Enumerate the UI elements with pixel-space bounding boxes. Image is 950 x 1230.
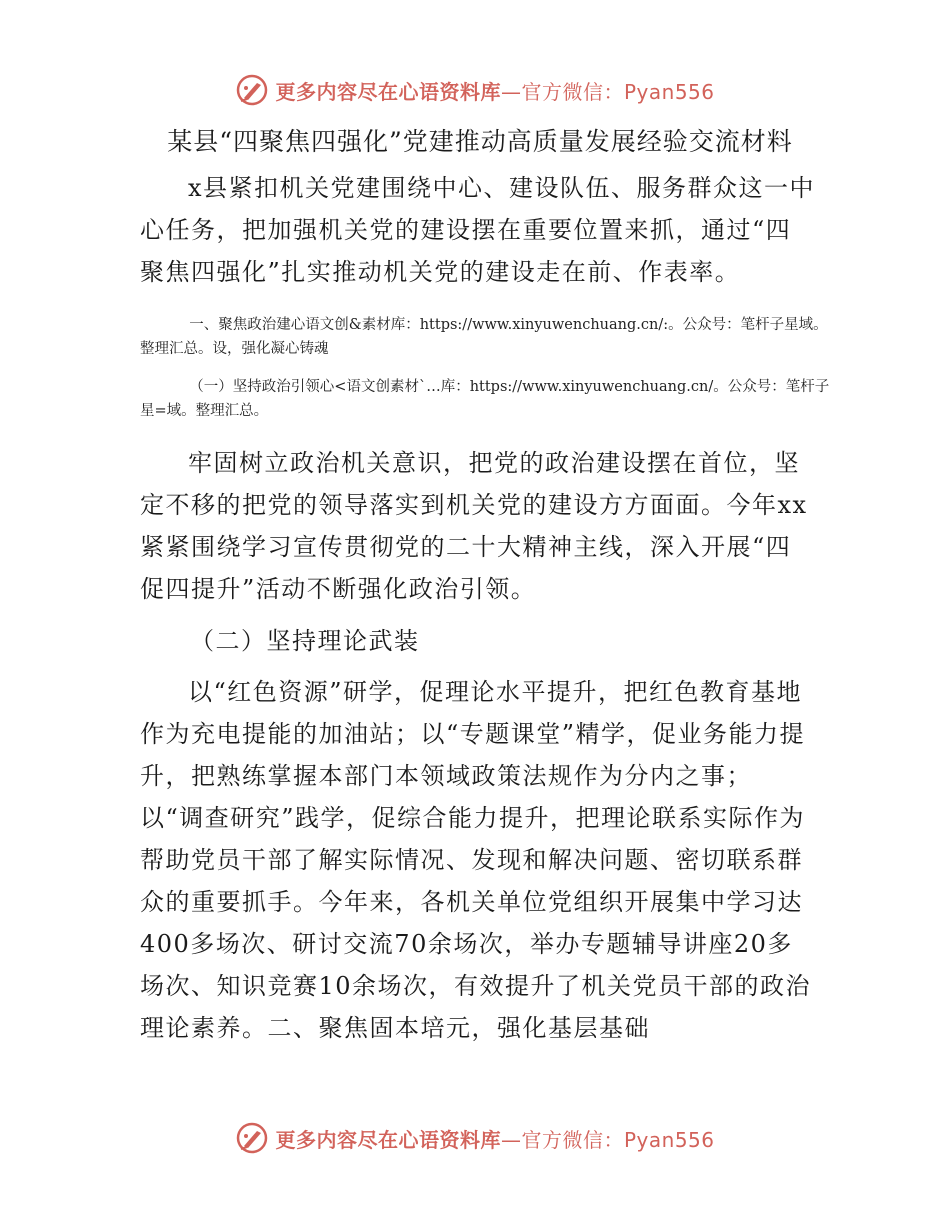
document-title: 某县“四聚焦四强化”党建推动高质量发展经验交流材料 xyxy=(167,127,793,156)
watermark-text: 更多内容尽在心语资料库—官方微信：Pyan556 xyxy=(275,79,715,104)
footer-watermark-banner xyxy=(0,1118,950,1158)
quill-pen-seal-icon xyxy=(235,73,269,107)
subheading-theory: （二）坚持理论武装 xyxy=(190,627,420,655)
political-leadership-paragraph: 牢固树立政治机关意识，把党的政治建设摆在首位，坚定不移的把党的领导落实到机关党的建设方方面面。今年xx紧紧围绕学习宣传贯彻党的二十大精神主线，深入开展“四促四提升”活动不断强化政治引领。 xyxy=(140,449,808,603)
intro-paragraph: x县紧扣机关党建围绕中心、建设队伍、服务群众这一中心任务，把加强机关党的建设摆在重要位置来抓，通过“四聚焦四强化”扎实推动机关党的建设走在前、作表率。 xyxy=(140,174,816,286)
section-note-2: （一）坚持政治引领心<语文创素材`…库：https://www.xinyuwenchuang.cn/。公众号：笔杆子星=域。整理汇总。 xyxy=(140,379,830,419)
section-note-1: 一、聚焦政治建心语文创&素材库：https://www.xinyuwenchuang.cn/:。公众号：笔杆子星域。整理汇总。设，强化凝心铸魂 xyxy=(140,317,828,357)
header-watermark-banner xyxy=(0,70,950,110)
watermark-text: 更多内容尽在心语资料库—官方微信：Pyan556 xyxy=(275,1127,715,1152)
theory-paragraph: 以“红色资源”研学，促理论水平提升，把红色教育基地作为充电提能的加油站；以“专题课堂”精学，促业务能力提升，把熟练掌握本部门本领域政策法规作为分内之事；以“调查研究”践学，促综合能力提升，把理论联系实际作为帮助党员干部了解实际情况、发现和解决问题、密切联系群众的重要抓手。今年来，各机关单位党组织开展集中学习达400多场次、研讨交流70余场次，举办专题辅导讲座20多场次、知识竞赛10余场次，有效提升了机关党员干部的政治理论素养。二、聚焦固本培元，强化基层基础 xyxy=(140,678,812,1042)
quill-pen-seal-icon xyxy=(235,1121,269,1155)
